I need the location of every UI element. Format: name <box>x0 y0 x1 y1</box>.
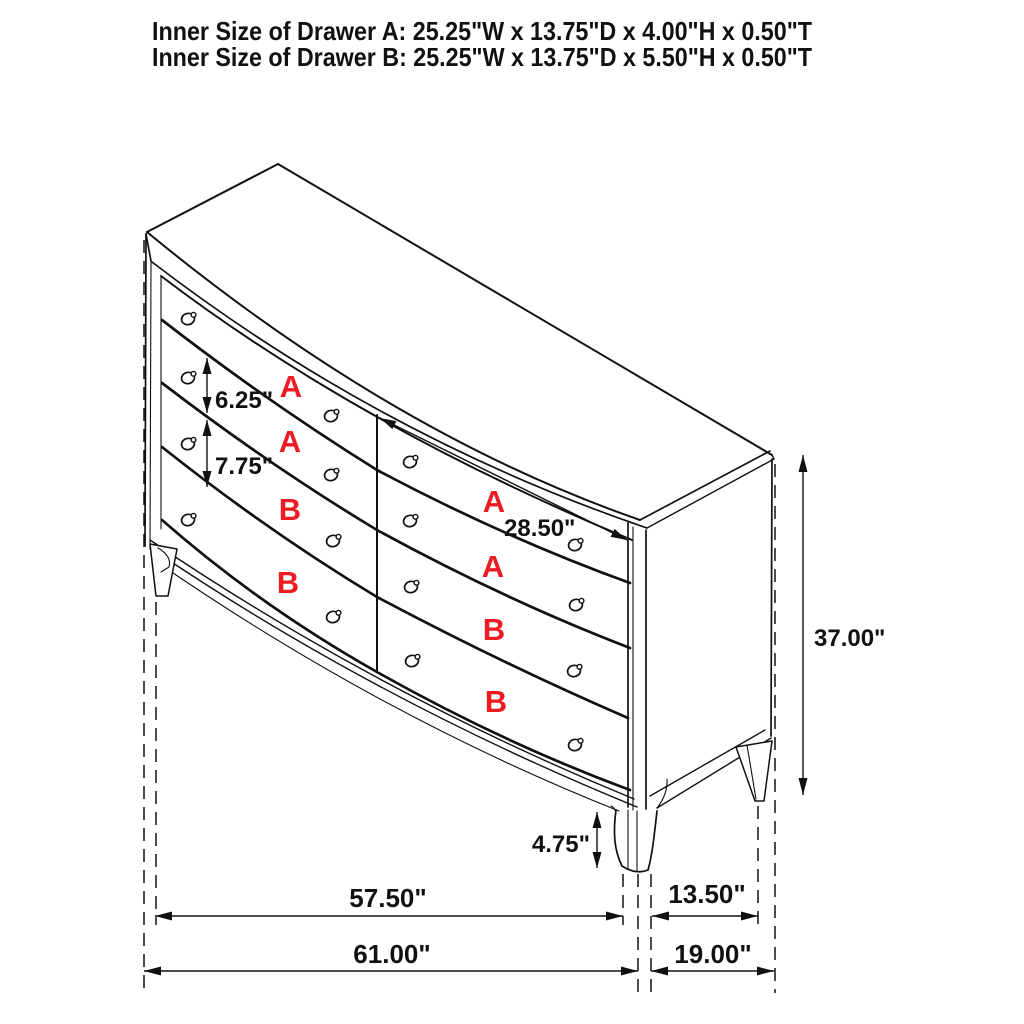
dim-leg-height-label: 4.75" <box>531 831 590 858</box>
dim-drawer-a-height-label: 6.25" <box>215 387 274 414</box>
center-leg-right-edge <box>648 811 657 870</box>
knob-icon <box>323 468 339 482</box>
legs <box>150 544 772 872</box>
arrowhead-icon <box>799 778 808 795</box>
dim-overall-depth-label: 19.00" <box>674 939 752 969</box>
drawer-label: A <box>482 484 506 519</box>
base-band-line <box>150 540 634 799</box>
knob-icon <box>566 664 582 678</box>
center-leg-left-edge <box>614 810 622 866</box>
arrowhead-icon <box>741 912 758 921</box>
drawer-label: B <box>278 492 302 527</box>
knob-icon <box>404 654 420 668</box>
center-leg-inner-lines <box>628 810 637 871</box>
knob-icon <box>180 437 196 451</box>
drawer-label: A <box>481 549 505 584</box>
arrowhead-icon <box>380 418 396 429</box>
arrowhead-icon <box>757 967 774 976</box>
dim-overall-width-label: 61.00" <box>353 939 431 969</box>
base-band-line <box>152 549 637 807</box>
drawer-label: B <box>482 612 506 647</box>
knob-icon <box>180 371 196 385</box>
center-leg-bottom <box>622 866 648 872</box>
arrowhead-icon <box>593 812 602 828</box>
knob-icon <box>402 455 418 469</box>
drawer-label: B <box>484 684 508 719</box>
dim-drawer-b-height-label: 7.75" <box>215 453 274 480</box>
left-side-panel <box>145 234 161 549</box>
title-drawer-a-size: Inner Size of Drawer A: 25.25"W x 13.75"D x 4.00"H x 0.50"T <box>152 16 813 46</box>
drawer-label: A <box>278 424 302 459</box>
knob-icon <box>403 580 419 594</box>
arrowhead-icon <box>611 529 627 540</box>
knob-icon <box>180 312 196 326</box>
arrowhead-icon <box>652 912 669 921</box>
title-block <box>152 16 812 72</box>
top-back-edge <box>278 164 772 455</box>
dimension-labels <box>215 387 885 969</box>
left-outer-edge <box>145 234 146 546</box>
arrowhead-icon <box>593 852 602 868</box>
arrowhead-icon <box>621 967 638 976</box>
drawer-separator <box>162 520 377 672</box>
left-inner-edge <box>150 262 151 549</box>
dim-side-leg-span-label: 13.50" <box>668 879 746 909</box>
arrowhead-icon <box>799 455 808 472</box>
knob-icon <box>402 514 418 528</box>
knob-icon <box>568 598 584 612</box>
arrowhead-icon <box>155 912 172 921</box>
base-molding <box>150 540 637 811</box>
knob-icon <box>325 610 341 624</box>
arrowhead-icon <box>203 397 212 413</box>
top-right-edge <box>640 451 770 520</box>
knob-icon <box>567 738 583 752</box>
arrowhead-icon <box>203 420 212 436</box>
title-drawer-b-size: Inner Size of Drawer B: 25.25"W x 13.75"D x 5.50"H x 0.50"T <box>152 42 813 72</box>
arrowhead-icon <box>203 358 212 374</box>
dim-overall-height-label: 37.00" <box>814 625 886 652</box>
knob-icon <box>323 409 339 423</box>
arrowhead-icon <box>651 967 668 976</box>
drawer-label: A <box>279 369 303 404</box>
knob-icon <box>325 534 341 548</box>
top-left-edge <box>147 164 278 232</box>
top-right-edge-lower <box>647 459 774 528</box>
dim-front-leg-span-label: 57.50" <box>349 883 427 913</box>
right-corner-post <box>628 523 646 810</box>
arrowhead-icon <box>606 912 623 921</box>
arrowhead-icon <box>144 967 161 976</box>
side-bracket-curve <box>657 779 667 808</box>
side-back-edge <box>771 459 772 736</box>
knob-icon <box>180 513 196 527</box>
apron-bottom-line <box>154 560 619 811</box>
dim-column-width-label: 28.50" <box>504 515 576 542</box>
drawer-label: B <box>276 565 300 600</box>
back-right-leg <box>736 741 772 801</box>
